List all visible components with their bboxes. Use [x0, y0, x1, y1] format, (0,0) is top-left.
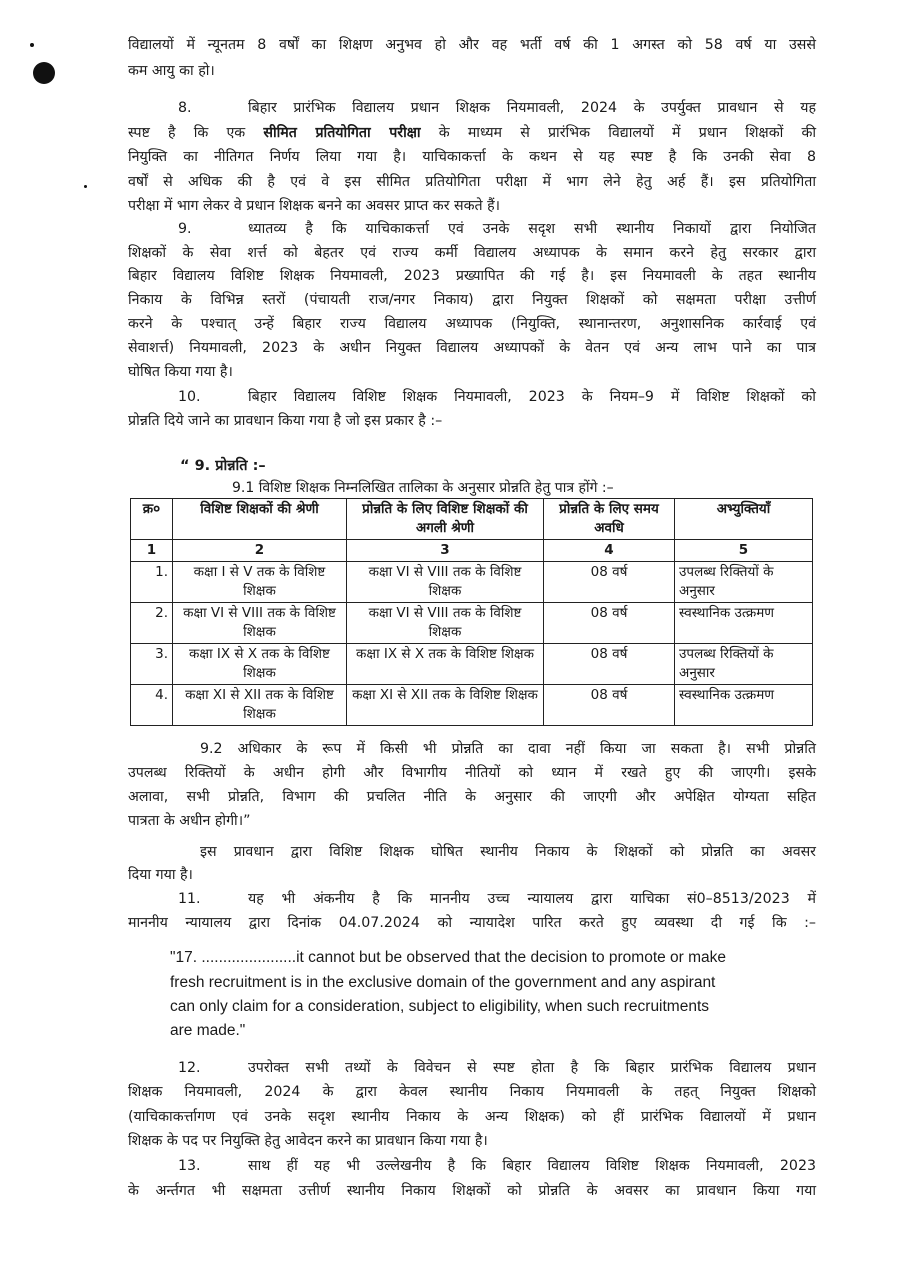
column-number: 5 [675, 540, 813, 562]
para-12-line: शिक्षक नियमावली, 2024 के द्वारा केवल स्थानीय निकाय नियमावली के तहत् नियुक्त शिक्षको [128, 1084, 816, 1100]
para-8-line: स्पष्ट है कि एक सीमित प्रतियोगिता परीक्षा के माध्यम से प्रारंभिक विद्यालयों में प्रधान शिक्षकों की [128, 125, 817, 141]
court-quote-line: fresh recruitment is in the exclusive domain of the government and any aspirant [170, 974, 716, 991]
para-9-line: करने के पश्चात् उन्हें बिहार राज्य विद्यालय अध्यापक (नियुक्ति, स्थानान्तरण, अनुशासनिक कार्रवाई एवं [128, 316, 816, 332]
cell-period: 08 वर्ष [544, 644, 675, 685]
punch-hole [33, 62, 55, 84]
promotion-table [130, 498, 813, 726]
text-line: इस प्रावधान द्वारा विशिष्ट शिक्षक घोषित स्थानीय निकाय के शिक्षकों को प्रोन्नति का अवसर [200, 844, 816, 860]
para-10-line: 10. बिहार विद्यालय विशिष्ट शिक्षक नियमावली, 2023 के नियम–9 में विशिष्ट शिक्षकों को [128, 386, 816, 408]
para-9-line: घोषित किया गया है। [128, 364, 233, 380]
cell-sn: 2. [131, 603, 173, 644]
column-number: 4 [544, 540, 675, 562]
cell-period: 08 वर्ष [544, 603, 675, 644]
text-line: दिया गया है। [128, 867, 193, 883]
table-column-number-row [131, 540, 813, 562]
para-13-line: 13. साथ हीं यह भी उल्लेखनीय है कि बिहार विद्यालय विशिष्ट शिक्षक नियमावली, 2023 [128, 1155, 816, 1177]
column-number: 2 [173, 540, 347, 562]
para-8-line: वर्षों से अधिक की है एवं वे इस सीमित प्रतियोगिता परीक्षा में भाग लेने हेतु अर्ह हैं। इस प्रतियोगिता [128, 174, 816, 190]
para-12-line: 12. उपरोक्त सभी तथ्यों के विवेचन से स्पष्ट होता है कि बिहार प्रारंभिक विद्यालय प्रधान [128, 1057, 816, 1079]
rule-9-2-line: 9.2 अधिकार के रूप में किसी भी प्रोन्नति का दावा नहीं किया जा सकता है। सभी प्रोन्नति [200, 741, 816, 757]
para-12-line: (याचिकाकर्त्तागण एवं उनके सदृश स्थानीय निकाय के अन्य शिक्षक) को हीं प्रारंभिक विद्यालयों में प्रधान [128, 1109, 816, 1125]
court-quote-line: "17. ......................it cannot but be observed that the decision to promote or make [170, 949, 727, 966]
rule-9-2-line: पात्रता के अधीन होगी।” [128, 813, 251, 829]
rule-9-2-line: उपलब्ध रिक्तियों के अधीन होगी और विभागीय नीतियों को ध्यान में रखते हुए की जाएगी। इसके [128, 765, 816, 781]
para-number: 12. [178, 1060, 201, 1076]
cell-next-category: कक्षा IX से X तक के विशिष्ट शिक्षक [347, 644, 544, 685]
cell-remark: स्वस्थानिक उत्क्रमण [675, 603, 813, 644]
cell-remark: स्वस्थानिक उत्क्रमण [675, 685, 813, 726]
court-quote-line: can only claim for a consideration, subject to eligibility, when such recruitments [170, 998, 710, 1015]
bold-term: सीमित प्रतियोगिता परीक्षा [263, 125, 421, 141]
cell-remark: उपलब्ध रिक्तियों के अनुसार [675, 644, 813, 685]
para-9-line: सेवाशर्त्त) नियमावली, 2023 के अधीन नियुक्त विद्यालय अध्यापकों के वेतन एवं अन्य लाभ पाने का पात्र [128, 340, 816, 356]
table-header: प्रोन्नति के लिए समय अवधि [544, 499, 675, 540]
para-8-line: 8. बिहार प्रारंभिक विद्यालय प्रधान शिक्षक नियमावली, 2024 के उपर्युक्त प्रावधान से यह [128, 97, 816, 119]
margin-mark [84, 185, 87, 188]
cell-period: 08 वर्ष [544, 562, 675, 603]
para-9-line: शिक्षकों के सेवा शर्त्त को बेहतर एवं राज्य कर्मी विद्यालय अध्यापक के समान करने हेतु सरकार द्वारा [128, 245, 816, 261]
para-10-line: प्रोन्नति दिये जाने का प्रावधान किया गया है जो इस प्रकार है :– [128, 413, 443, 429]
para-8-line: परीक्षा में भाग लेकर वे प्रधान शिक्षक बनने का अवसर प्राप्त कर सकते हैं। [128, 198, 501, 214]
para-9-line: बिहार विद्यालय विशिष्ट शिक्षक नियमावली, 2023 प्रख्यापित की गई है। इस नियमावली के तहत स्थानीय [128, 268, 816, 284]
cell-category: कक्षा IX से X तक के विशिष्ट शिक्षक [173, 644, 347, 685]
para-number: 10. [178, 389, 201, 405]
para-number: 9. [178, 221, 192, 237]
para-number: 8. [178, 100, 192, 116]
cell-sn: 3. [131, 644, 173, 685]
rule-heading: “ 9. प्रोन्नति :– [180, 458, 266, 474]
para-13-line: के अर्न्तगत भी सक्षमता उत्तीर्ण स्थानीय निकाय शिक्षकों को प्रोन्नति के अवसर का प्रावधान किया गया [128, 1183, 816, 1199]
table-header: अभ्युक्तियाँ [675, 499, 813, 540]
table-header: क्र० [131, 499, 173, 540]
cell-sn: 4. [131, 685, 173, 726]
table-row [131, 644, 813, 685]
para-8-line: नियुक्ति का नीतिगत निर्णय लिया गया है। याचिकाकर्त्ता के कथन से यह स्पष्ट है कि उनकी सेवा 8 [128, 149, 816, 165]
rule-subheading: 9.1 विशिष्ट शिक्षक निम्नलिखित तालिका के अनुसार प्रोन्नति हेतु पात्र होंगे :– [232, 480, 614, 496]
cell-next-category: कक्षा XI से XII तक के विशिष्ट शिक्षक [347, 685, 544, 726]
text-line: विद्यालयों में न्यूनतम 8 वर्षों का शिक्षण अनुभव हो और वह भर्ती वर्ष की 1 अगस्त को 58 वर्ष या उससे [128, 37, 816, 53]
table-row [131, 562, 813, 603]
table-row [131, 685, 813, 726]
cell-next-category: कक्षा VI से VIII तक के विशिष्ट शिक्षक [347, 603, 544, 644]
column-number: 3 [347, 540, 544, 562]
para-number: 13. [178, 1158, 201, 1174]
para-12-line: शिक्षक के पद पर नियुक्ति हेतु आवेदन करने का प्रावधान किया गया है। [128, 1133, 488, 1149]
para-number: 11. [178, 891, 201, 907]
cell-period: 08 वर्ष [544, 685, 675, 726]
punch-hole-mark [30, 43, 34, 47]
table-header: विशिष्ट शिक्षकों की श्रेणी [173, 499, 347, 540]
para-9-line: निकाय के विभिन्न स्तरों (पंचायती राज/नगर निकाय) द्वारा नियुक्त शिक्षकों को सक्षमता परीक्षा उत्तीर्ण [128, 292, 816, 308]
court-quote-line: are made." [170, 1022, 246, 1039]
cell-category: कक्षा I से V तक के विशिष्ट शिक्षक [173, 562, 347, 603]
table-header: प्रोन्नति के लिए विशिष्ट शिक्षकों की अगली श्रेणी [347, 499, 544, 540]
cell-remark: उपलब्ध रिक्तियों के अनुसार [675, 562, 813, 603]
rule-9-2-line: अलावा, सभी प्रोन्नति, विभाग की प्रचलित नीति के अनुसार की जाएगी और अपेक्षित योग्यता सहित [128, 789, 816, 805]
para-9-line: 9. ध्यातव्य है कि याचिकाकर्त्ता एवं उनके सदृश सभी स्थानीय निकायों द्वारा नियोजित [128, 218, 816, 240]
column-number: 1 [131, 540, 173, 562]
table-header-row [131, 499, 813, 540]
cell-category: कक्षा XI से XII तक के विशिष्ट शिक्षक [173, 685, 347, 726]
table-row [131, 603, 813, 644]
para-11-line: 11. यह भी अंकनीय है कि माननीय उच्च न्यायालय द्वारा याचिका सं0–8513/2023 में [128, 888, 816, 910]
cell-category: कक्षा VI से VIII तक के विशिष्ट शिक्षक [173, 603, 347, 644]
cell-sn: 1. [131, 562, 173, 603]
para-11-line: माननीय न्यायालय द्वारा दिनांक 04.07.2024 को न्यायादेश पारित करते हुए व्यवस्था दी गई कि :– [128, 915, 816, 931]
cell-next-category: कक्षा VI से VIII तक के विशिष्ट शिक्षक [347, 562, 544, 603]
text-line: कम आयु का हो। [128, 63, 215, 79]
